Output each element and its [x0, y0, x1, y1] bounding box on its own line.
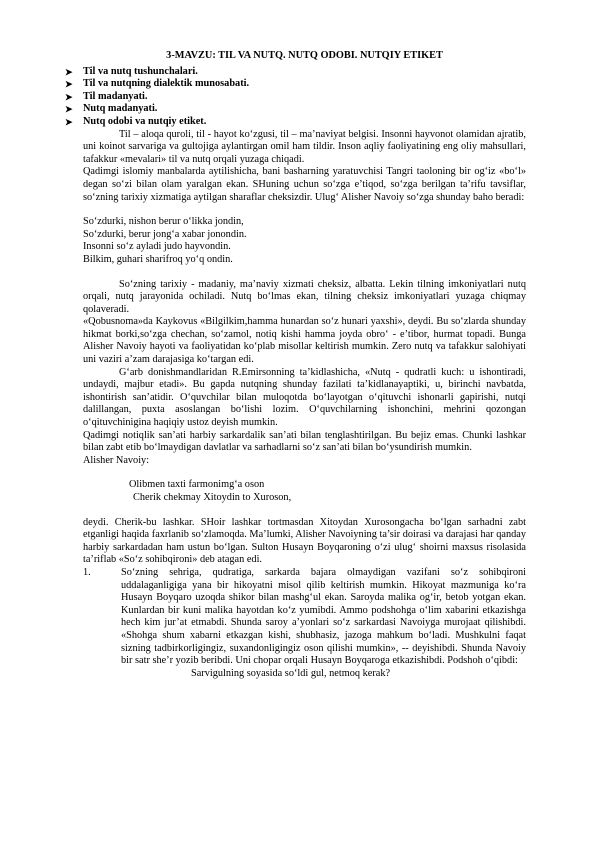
paragraph: Til – aloqa quroli, til - hayot ko‘zgusi, til – ma’naviyat belgisi. Insonni hayvonot olamidan ajratib, uni koinot sarvariga va gultojiga aylantirgan omil ham tildir. Inson aqliy faoliyatining eng oliy mahsullari, tafakkur «mevalari» til va nutq orqali yuzaga chiqadi. [83, 128, 526, 165]
paragraph: deydi. Cherik-bu lashkar. SHoir lashkar tortmasdan Xitoydan Xurosongacha bo‘lgan sarhadni zabt etganligi haqida faxrlanib so‘zlamoqda. Ma’lumki, Alisher Navoiyning ta’sir doirasi va darajasi har qanday harbiy sarkardadan ham ustun bo‘lgan. Sulton Husayn Boyqaroning o‘zi ulug‘ shoirni maxsus risolasida ta’riflab «So‘z sohibqironi» deb atagan edi. [83, 516, 526, 566]
arrow-bullet-icon: ➤ [65, 66, 73, 77]
verse-line: So‘zdurki, nishon berur o‘likka jondin, [83, 216, 244, 228]
topic-item: ➤ Nutq madanyati. [65, 103, 158, 115]
verse-line: Sarvigulning soyasida so‘ldi gul, netmoq kerak? [191, 667, 391, 679]
paragraph: G‘arb donishmandlaridan R.Emirsonning ta’kidlashicha, «Nutq - qudratli kuch: u ishontiradi, undaydi, majbur etadi». Bu gapda nutqning shunday fazilati ta’kidlanayaptiki, u, birinchi navbatda, ishontirish san’atidir. O‘quvchilar bilan muloqotda bo‘layotgan o‘qituvchi ishonarli gapirishi, nutqi dalillangan, puxta asoslangan bo‘lishi lozim. O‘quvchilarning ishonchini, mehrini qozongan o‘qituvchinigina haqiqiy ustoz deyish mumkin. [83, 366, 526, 429]
topic-item: ➤ Nutq odobi va nutqiy etiket. [65, 115, 207, 127]
verse-line: Cherik chekmay Xitoydin to Xuroson, [133, 492, 292, 503]
numbered-paragraph [83, 567, 526, 668]
page-title: 3-MAVZU: TIL VA NUTQ. NUTQ ODOBI. NUTQIY ETIKET [166, 50, 443, 61]
arrow-bullet-icon: ➤ [65, 91, 73, 102]
paragraph: So‘zning sehriga, qudratiga, sarkarda bajara olmaydigan vazifani so‘z sohibqironi uddalaganligiga yana bir hikoyatni misol qilib keltirish mumkin. Hikoyat mazmuniga ko‘ra Husayn Boyqaro uzoqda shikor bilan mashg‘ul ekan. Saroyda malika og‘ir, betob yotgan ekan. Kunlardan bir kuni malika hayotdan ko‘z yumibdi. Ammo podshohga o‘lim xabarini etkazishga hech kim jur’at etmabdi. Shunda saroy a’yonlari so‘z sarkardasi Navoiyga murojaat qilishibdi. «Shohga shum xabarni etkazgan kishi, shubhasiz, jazoga mahkum bo‘ladi. Mushkulni faqat sizning tadbirkorligingiz, suxandonligingiz oson qilishi mumkin», -- deyishibdi. Shunda Navoiy bir satr she’r yozib beribdi. Uni chopar orqali Husayn Boyqaroga etkazishibdi. Podshoh o‘qibdi: [121, 566, 526, 667]
paragraph: Alisher Navoiy: [83, 454, 150, 466]
paragraph: So‘zning tarixiy - madaniy, ma’naviy xizmati cheksiz, albatta. Lekin tilning imkoniyatlari nutq orqali, nutq jarayonida ochiladi. Nutq bo‘lmas ekan, tilning cheksiz imkoniyatlari yuzaga chiqmay qolaveradi. [83, 278, 526, 315]
topic-item: ➤ Til madanyati. [65, 90, 148, 102]
topic-item: ➤ Til va nutq tushunchalari. [65, 65, 198, 77]
topic-list [65, 66, 508, 129]
verse-line: Insonni so‘z ayladi judo hayvondin. [83, 241, 231, 253]
arrow-bullet-icon: ➤ [65, 116, 73, 127]
paragraph-number: 1. [83, 566, 91, 578]
paragraph: Qadimgi islomiy manbalarda aytilishicha, bani basharning yaratuvchisi Tangri taoloning bir og‘iz «bo‘l» degan so‘zi bilan olam yaralgan ekan. SHuning uchun so‘zga e’tiqod, so‘zga berilgan ta’rifu tavsiflar, so‘zning tarixiy xizmatiga aytilgan sharaflar cheksizdir. Ulug‘ Alisher Navoiy so‘zga shunday baho beradi: [83, 166, 526, 203]
topic-item: ➤ Til va nutqning dialektik munosabati. [65, 78, 250, 90]
paragraph: Qadimgi notiqlik san’ati harbiy sarkardalik san’ati bilan tenglashtirilgan. Bu bejiz emas. Chunki lashkar bilan zabt etib bo‘lmaydigan davlatlar va sarhadlarni so‘z san’ati bilan bo‘ysundirish mumkin. [83, 429, 526, 454]
arrow-bullet-icon: ➤ [65, 104, 73, 115]
document-page [65, 50, 526, 680]
verse-line: Bilkim, guhari sharifroq yo‘q ondin. [83, 253, 233, 265]
verse-line: So‘zdurki, berur jong‘a xabar jonondin. [83, 228, 247, 240]
arrow-bullet-icon: ➤ [65, 79, 73, 90]
verse-line: Olibmen taxti farmonimg‘a oson [129, 479, 265, 491]
paragraph: «Qobusnoma»da Kaykovus «Bilgilkim,hamma hunardan so‘z hunari yaxshi», deydi. Bu so‘zlarda shunday hikmat borki,so‘zga chechan, so‘zamol, notiq kishi hamma joyda obro‘ - e’tibor, hurmat topadi. Bunga Alisher Navoiy hayoti va faoliyatidan ko‘plab misollar keltirish mumkin. Zero nutq va tafakkur salohiyati uni vaziri a’zam darajasiga ko‘targan edi. [83, 316, 526, 366]
